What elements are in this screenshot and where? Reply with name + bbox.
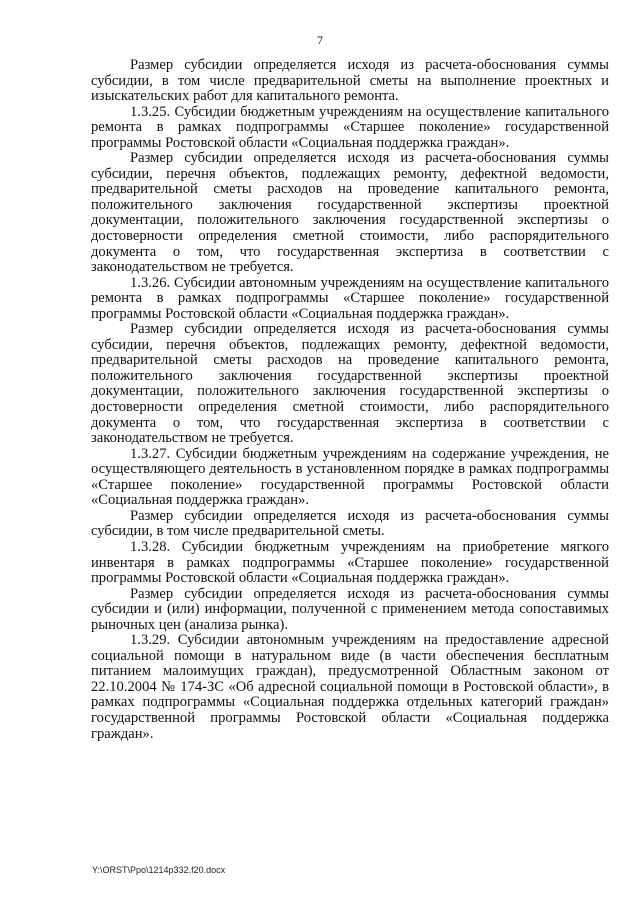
paragraph-subsidy-size-maintenance: Размер субсидии определяется исходя из расчета-обоснования суммы субсидии, в том числе предварительной сметы. <box>91 507 609 540</box>
document-body <box>91 58 609 742</box>
footer-file-path: Y:\ORST\Ppo\1214p332.f20.docx <box>92 865 226 875</box>
paragraph-subsidy-size-soft-inventory: Размер субсидии определяется исходя из расчета-обоснования суммы субсидии и (или) информации, полученной с применением метода сопоставимых рыночных цен (анализа рынка). <box>91 585 609 633</box>
paragraph-1-3-25: 1.3.25. Субсидии бюджетным учреждениям на осуществление капитального ремонта в рамках подпрограммы «Старшее поколение» государственной программы Ростовской области «Социальная поддержка граждан». <box>91 103 609 151</box>
paragraph-1-3-29: 1.3.29. Субсидии автономным учреждениям на предоставление адресной социальной помощи в натуральном виде (в части обеспечения бесплатным питанием малоимущих граждан), предусмотренной Областным законом от 22.10.2004 № 174-ЗС «Об адресной социальной помощи в Ростовской области», в рамках подпрограммы «Социальная поддержка отдельных категорий граждан» государственной программы Ростовской области «Социальная поддержка граждан». <box>91 632 609 742</box>
page-number: 7 <box>317 33 323 47</box>
paragraph-subsidy-size-budget-repair: Размер субсидии определяется исходя из расчета-обоснования суммы субсидии, перечня объектов, подлежащих ремонту, дефектной ведомости, предварительной сметы расходов на проведение капитального ремонта, положительного заключения государственной экспертизы проектной документации, положительного заключения государственной экспертизы о достоверности определения сметной стоимости, либо распорядительного документа о том, что государственная экспертиза в соответствии с законодательством не требуется. <box>91 150 609 276</box>
paragraph-1-3-28: 1.3.28. Субсидии бюджетным учреждениям на приобретение мягкого инвентаря в рамках подпрограммы «Старшее поколение» государственной программы Ростовской области «Социальная поддержка граждан». <box>91 538 609 587</box>
paragraph-subsidy-size-autonomous-repair: Размер субсидии определяется исходя из расчета-обоснования суммы субсидии, перечня объектов, подлежащих ремонту, дефектной ведомости, предварительной сметы расходов на проведение капитального ремонта, положительного заключения государственной экспертизы проектной документации, положительного заключения государственной экспертизы о достоверности определения сметной стоимости, либо распорядительного документа о том, что государственная экспертиза в соответствии с законодательством не требуется. <box>91 321 609 447</box>
paragraph-1-3-26: 1.3.26. Субсидии автономным учреждениям на осуществление капитального ремонта в рамках подпрограммы «Старшее поколение» государственной программы Ростовской области «Социальная поддержка граждан». <box>91 274 609 322</box>
paragraph-1-3-27: 1.3.27. Субсидии бюджетным учреждениям на содержание учреждения, не осуществляющего деятельность в установленном порядке в рамках подпрограммы «Старшее поколение» государственной программы Ростовской области «Социальная поддержка граждан». <box>91 445 609 509</box>
paragraph-subsidy-size-repair-design: Размер субсидии определяется исходя из расчета-обоснования суммы субсидии, в том числе предварительной сметы на выполнение проектных и изыскательских работ для капитального ремонта. <box>91 57 609 105</box>
